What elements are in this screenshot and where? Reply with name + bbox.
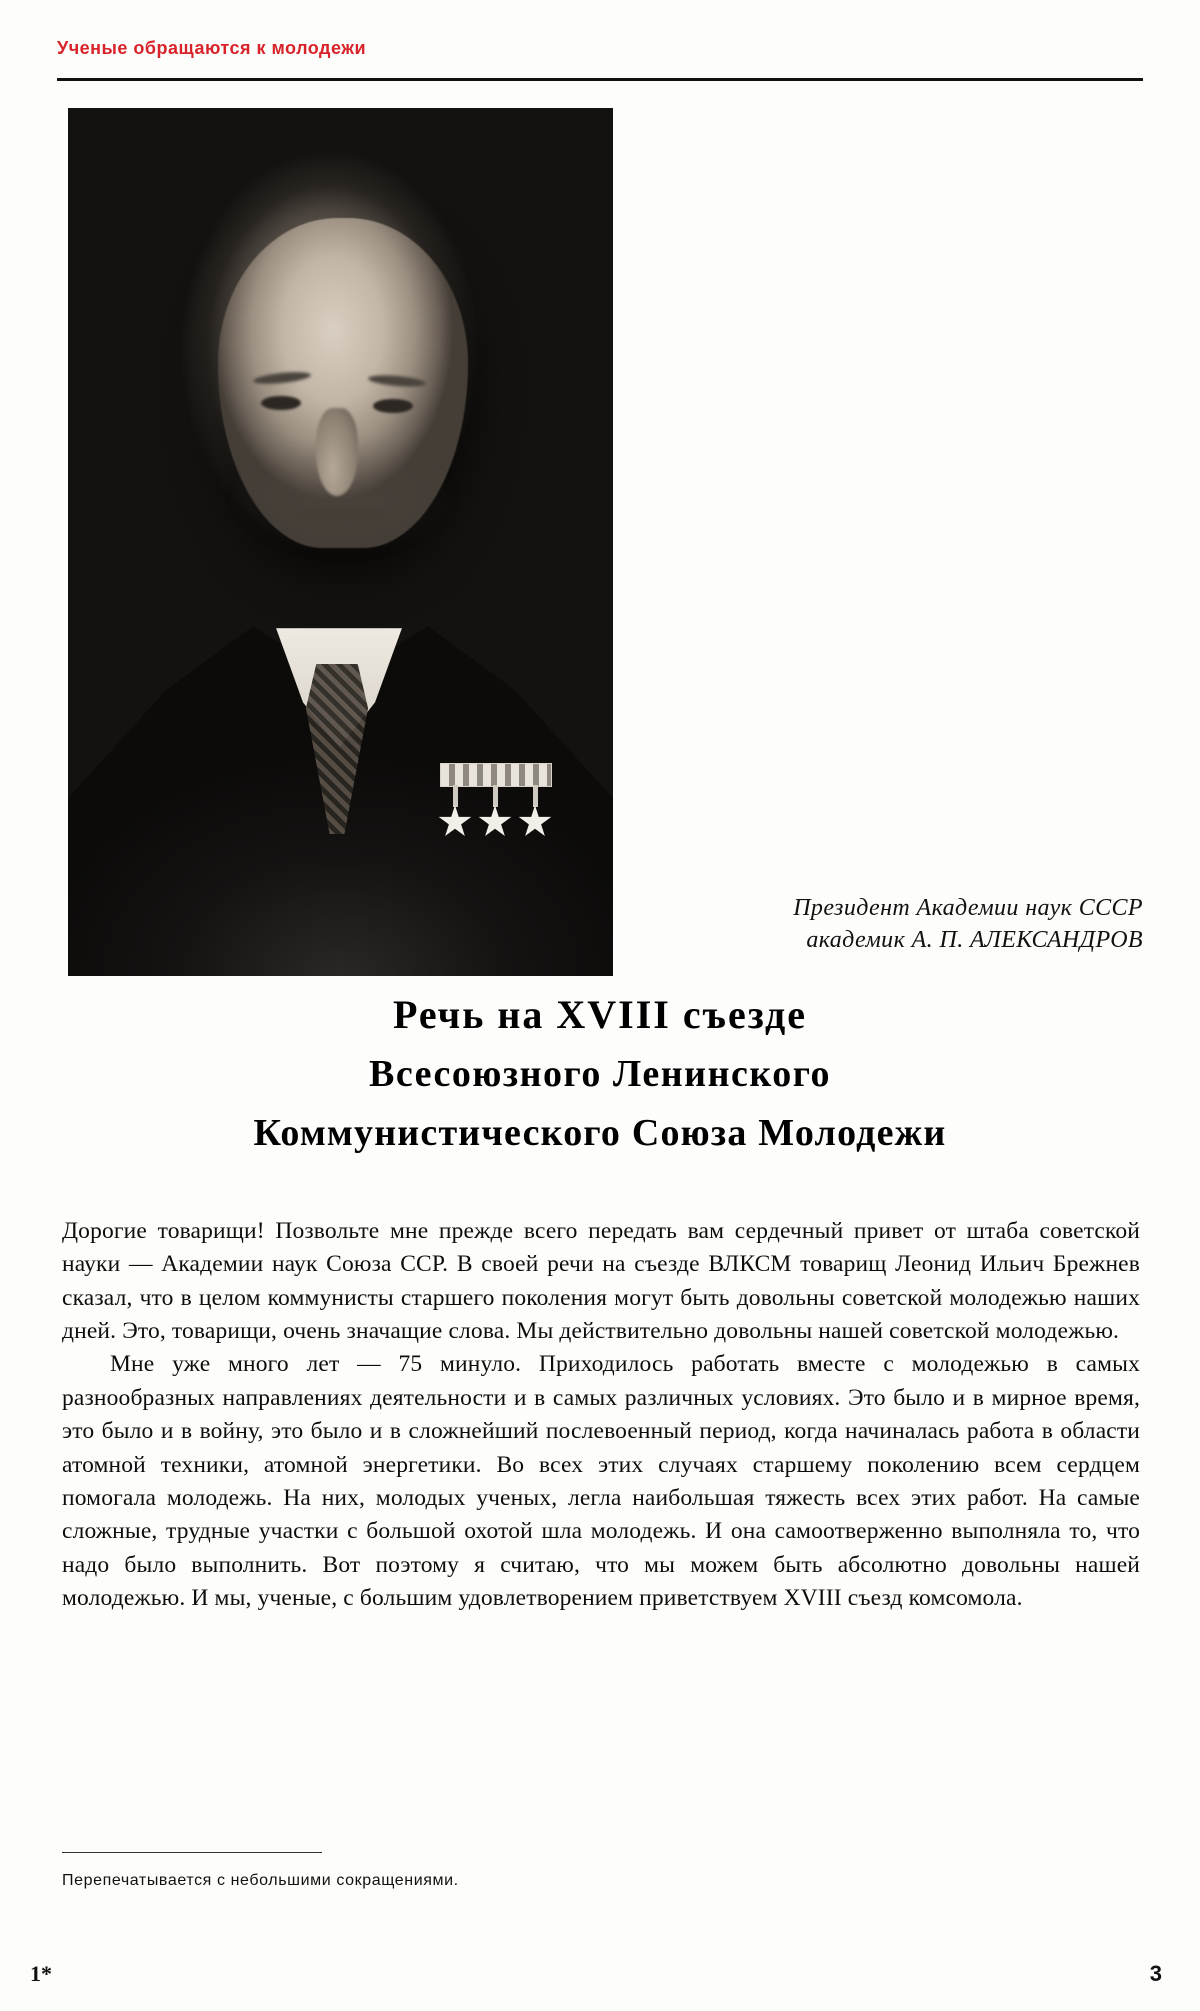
footnote-divider-rule bbox=[62, 1852, 322, 1853]
footnote-text: Перепечатывается с небольшими сокращениями. bbox=[62, 1872, 459, 1889]
portrait-background bbox=[68, 108, 613, 976]
caption-line-2: академик А. П. АЛЕКСАНДРОВ bbox=[806, 926, 1143, 953]
headline-line-3: Коммунистического Союза Молодежи bbox=[253, 1111, 947, 1154]
caption-line-1: Президент Академии наук СССР bbox=[793, 895, 1143, 921]
medal-hanger-1 bbox=[453, 785, 458, 807]
star-medal-icon-3 bbox=[518, 805, 552, 839]
signature-mark: 1* bbox=[30, 1961, 52, 1986]
body-paragraph-2: Мне уже много лет — 75 минуло. Приходилось работать вместе с молодежью в самых разнообразных направлениях деятельности и в самых различных условиях. Это было и в мирное время, это было и в войну, это было и в сложнейший послевоенный период, когда начиналась работа в области атомной техники, атомной энергетики. Во всех этих случаях старшему поколению всем сердцем помогала молодежь. На них, молодых ученых, легла наибольшая тяжесть всех этих работ. На самые сложные, трудные участки с большой охотой шла молодежь. И она самоотверженно выполняла то, что надо было выполнить. Вот поэтому я считаю, что мы можем быть абсолютно довольны нашей молодежью. И мы, ученые, с большим удовлетворением приветствуем XVIII съезд комсомола. bbox=[62, 1351, 1140, 1611]
photo-caption bbox=[603, 893, 1143, 956]
star-medal-icon-1 bbox=[438, 805, 472, 839]
section-rubric: Ученые обращаются к молодежи bbox=[57, 38, 367, 58]
body-paragraph-1: Дорогие товарищи! Позвольте мне прежде всего передать вам сердечный привет от штаба советской науки — Академии наук Союза ССР. В своей речи на съезде ВЛКСМ товарищ Леонид Ильич Брежнев сказал, что в целом коммунисты старшего поколения могут быть довольны советской молодежью наших дней. Это, товарищи, очень значащие слова. Мы действительно довольны нашей советской молодежью. bbox=[62, 1218, 1140, 1345]
medal-group-icon bbox=[436, 763, 556, 853]
star-medal-icon-2 bbox=[478, 805, 512, 839]
page-number: 3 bbox=[1149, 1961, 1162, 1986]
medal-hanger-3 bbox=[533, 785, 538, 807]
portrait-eye-right bbox=[373, 399, 413, 413]
headline-line-1: Речь на XVIII съезде bbox=[392, 992, 808, 1037]
portrait-mouth bbox=[296, 508, 386, 520]
medal-hanger-2 bbox=[493, 785, 498, 807]
ribbon-bar-icon bbox=[440, 763, 552, 787]
portrait-eye-left bbox=[261, 396, 301, 410]
portrait-photo bbox=[68, 108, 613, 976]
portrait-nose bbox=[316, 408, 358, 496]
header-divider-rule bbox=[57, 78, 1143, 81]
headline-line-2: Всесоюзного Ленинского bbox=[368, 1053, 832, 1095]
article-headline bbox=[57, 985, 1143, 1163]
article-body bbox=[62, 1215, 1140, 1615]
